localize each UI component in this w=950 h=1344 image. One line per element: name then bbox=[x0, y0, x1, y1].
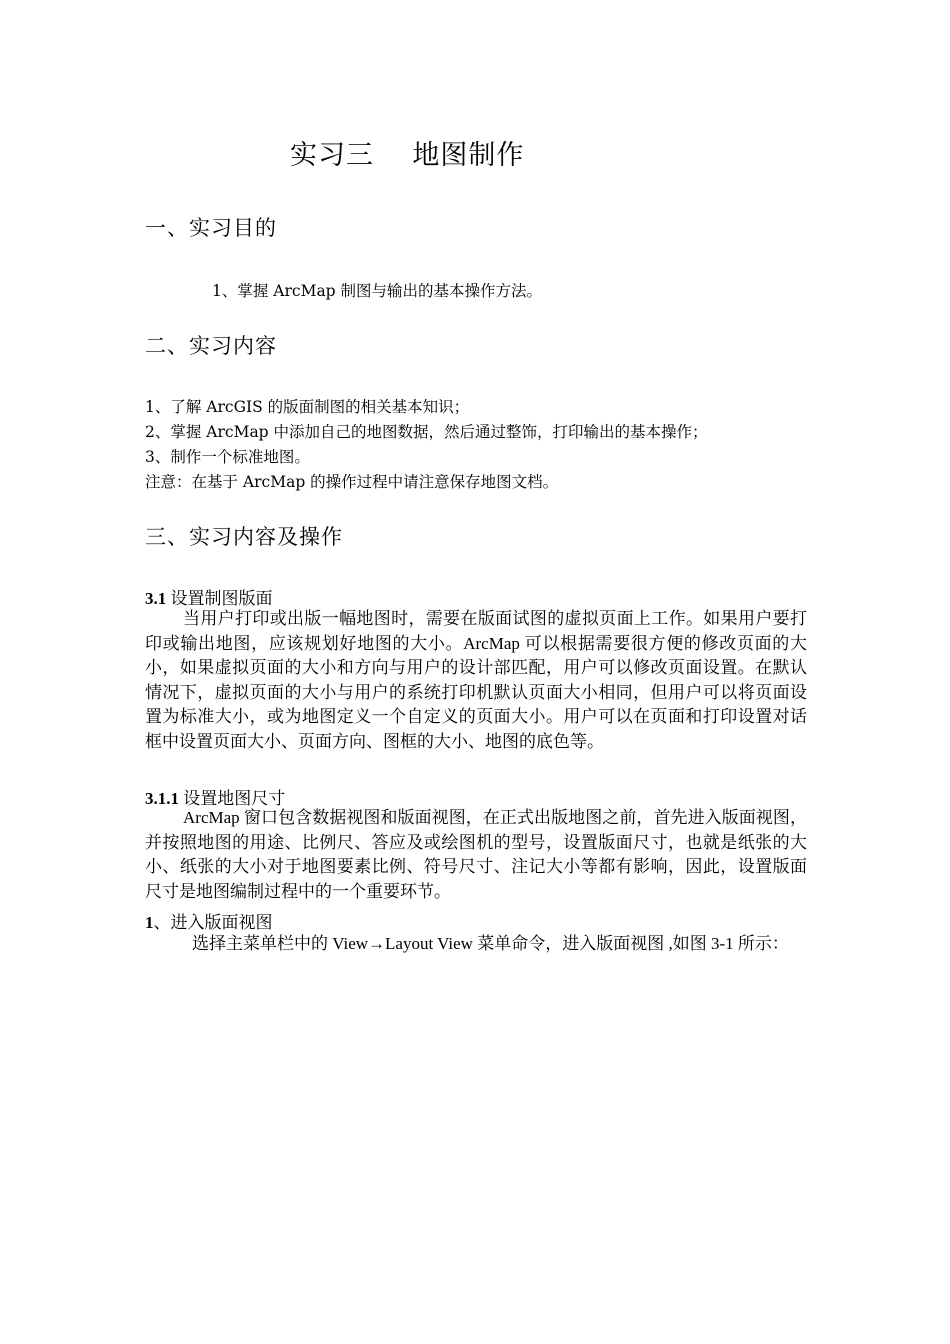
step-1-label: 、进入版面视图 bbox=[153, 913, 273, 932]
section-heading-content: 二、实习内容 bbox=[145, 334, 277, 358]
paragraph-step-1: 选择主菜单栏中的 View→Layout View 菜单命令，进入版面视图 ,如图 3-1 所示： bbox=[192, 934, 789, 953]
subsection-3-1-label: 设置制图版面 bbox=[166, 589, 273, 608]
step-1-number: 1 bbox=[145, 913, 154, 932]
purpose-item-1: 1、掌握 ArcMap 制图与输出的基本操作方法。 bbox=[212, 282, 543, 300]
content-item-1: 1、了解 ArcGIS 的版面制图的相关基本知识； bbox=[145, 398, 470, 416]
section-heading-purpose: 一、实习目的 bbox=[145, 216, 277, 240]
page-title: 实习三 地图制作 bbox=[290, 140, 525, 171]
content-note: 注意：在基于 ArcMap 的操作过程中请注意保存地图文档。 bbox=[145, 473, 559, 491]
content-item-2: 2、掌握 ArcMap 中添加自己的地图数据，然后通过整饰，打印输出的基本操作； bbox=[145, 423, 708, 441]
step-1-heading bbox=[145, 908, 273, 933]
paragraph-3-1: 当用户打印或出版一幅地图时，需要在版面试图的虚拟页面上工作。如果用户要打印或输出地图，应该规划好地图的大小。ArcMap 可以根据需要很方便的修改页面的大小，如果虚拟页面的大小和方向与用户的设计部匹配，用户可以修改页面设置。在默认情况下，虚拟页面的大小与用户的系统打印机默认页面大小相同，但用户可以将页面设置为标准大小，或为地图定义一个自定义的页面大小。用户可以在页面和打印设置对话框中设置页面大小、页面方向、图框的大小、地图的底色等。 bbox=[145, 609, 807, 751]
paragraph-3-1-1: ArcMap 窗口包含数据视图和版面视图，在正式出版地图之前，首先进入版面视图，并按照地图的用途、比例尺、答应及或绘图机的型号，设置版面尺寸，也就是纸张的大小、纸张的大小对于地图要素比例、符号尺寸、注记大小等都有影响，因此，设置版面尺寸是地图编制过程中的一个重要环节。 bbox=[145, 808, 807, 901]
subsection-3-1-number: 3.1 bbox=[145, 589, 167, 608]
section-heading-operations: 三、实习内容及操作 bbox=[145, 525, 343, 549]
subsection-3-1-heading bbox=[145, 584, 273, 609]
subsection-3-1-1-label: 设置地图尺寸 bbox=[179, 789, 286, 808]
content-item-3: 3、制作一个标准地图。 bbox=[145, 448, 310, 466]
subsection-3-1-1-number: 3.1.1 bbox=[145, 789, 179, 808]
